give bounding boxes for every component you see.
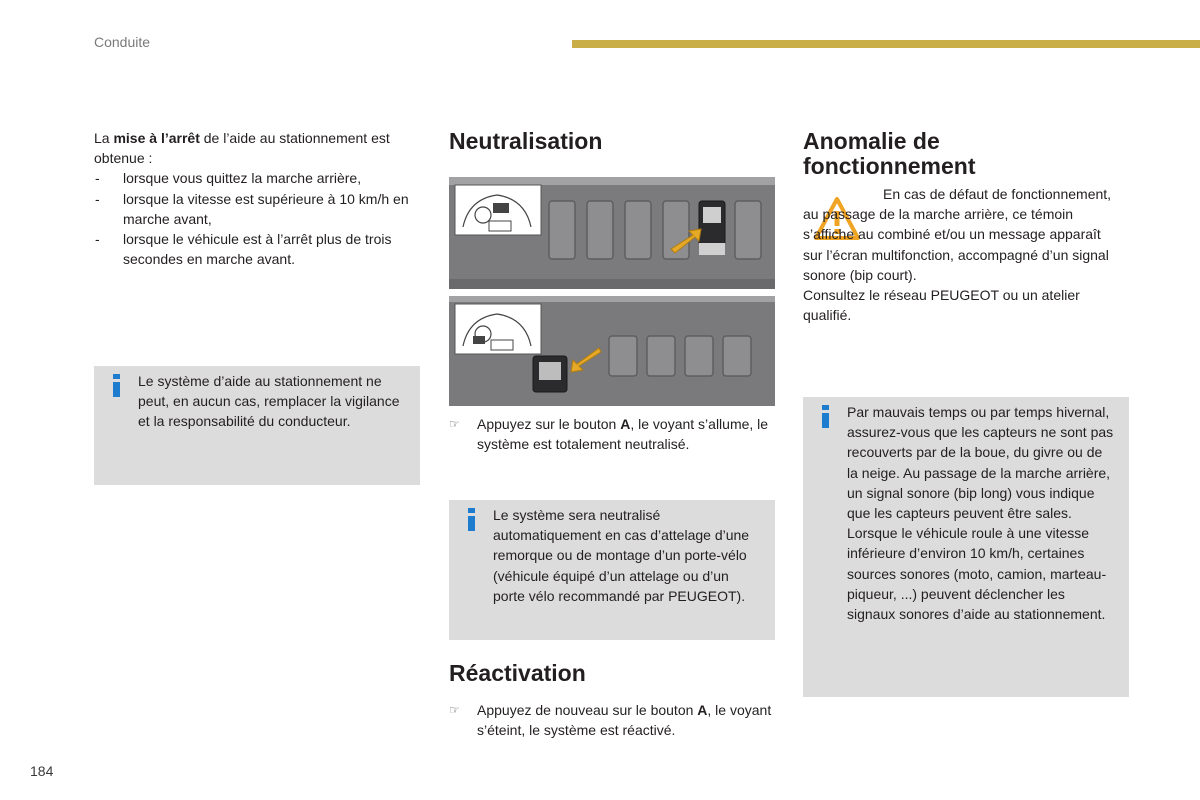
button-panel-illustration-top (449, 177, 775, 289)
info-box-responsibility (94, 366, 420, 485)
list-item: - lorsque la vitesse est supérieure à 10 km/h en marche avant, (95, 190, 409, 227)
consult-paragraph: Consultez le réseau PEUGEOT ou un atelier qualifié. (803, 287, 1080, 324)
dashboard-photo-bottom (449, 296, 775, 406)
step-prefix: Appuyez sur le bouton (477, 416, 621, 432)
page-number: 184 (30, 763, 54, 779)
list-item-text: lorsque le véhicule est à l’arrêt plus de trois secondes en marche avant. (123, 231, 392, 268)
intro-bold: mise à l’arrêt (113, 130, 200, 146)
info-box-text (847, 402, 1117, 624)
title-neutralisation: Neutralisation (449, 128, 603, 154)
column-left (94, 128, 424, 269)
list-item: - lorsque vous quittez la marche arrière, (95, 170, 362, 187)
intro-prefix: La (94, 130, 114, 146)
info-icon (467, 508, 477, 530)
intro-suffix: de l’aide au stationnement est obtenue : (94, 130, 390, 167)
column-middle-title (449, 124, 775, 164)
list-item-text: lorsque la vitesse est supérieure à 10 km/h en marche avant, (123, 190, 409, 227)
info-paragraph: Par mauvais temps ou par temps hivernal, assurez-vous que les capteurs ne sont pas recouverts par de la boue, du givre ou de la neige. Au passage de la marche arrière, un signal sonore (bip long) vous indique que les capteurs peuvent être sales. (847, 404, 1114, 522)
info-box-text: Le système d’aide au stationnement ne peut, en aucun cas, remplacer la vigilance et la responsabilité du conducteur. (138, 373, 400, 430)
column-right (803, 124, 1129, 179)
info-icon (112, 374, 122, 396)
header-accent-bar (572, 40, 1200, 48)
shutdown-conditions-list (94, 168, 424, 269)
list-item-text: lorsque vous quittez la marche arrière, (123, 170, 362, 187)
step-button-label: A (620, 416, 631, 432)
step-paragraph (449, 414, 775, 454)
hand-pointer-icon: ☞ (449, 417, 460, 431)
anomaly-text-block (803, 184, 1129, 325)
info-box-text: Le système sera neutralisé automatiquement en cas d’attelage d’une remorque ou de montage d’un porte-vélo (véhicule équipé d’un attelage ou d’un porte vélo recommandé par PEUGEOT). (493, 507, 750, 604)
reactivation-section (449, 661, 775, 740)
reactivation-step (449, 700, 775, 740)
info-icon (821, 405, 831, 427)
info-box-auto-neutralisation (449, 500, 775, 640)
list-item: - lorsque le véhicule est à l’arrêt plus de trois secondes en marche avant. (95, 231, 392, 268)
step-button-label: A (697, 702, 708, 718)
section-header: Conduite (94, 34, 151, 50)
step-suffix: , le voyant s’éteint, le système est réactivé. (477, 702, 772, 739)
anomaly-paragraph: En cas de défaut de fonctionnement, au passage de la marche arrière, ce témoin s’affiche au combiné et/ou un message apparaît sur l’écran multifonction, accompagné d’un signal sonore (bip court). (803, 186, 1112, 283)
neutralisation-step (449, 414, 775, 454)
info-box-weather (803, 397, 1129, 697)
button-panel-illustration-bottom (449, 296, 775, 406)
title-anomalie: Anomalie de fonctionnement (803, 128, 976, 179)
step-prefix: Appuyez de nouveau sur le bouton (477, 702, 698, 718)
info-paragraph: Lorsque le véhicule roule à une vitesse inférieure d’environ 10 km/h, certaines sources sonores (moto, camion, marteau-piqueur, ...) peuvent déclencher les signaux sonores d’aide au stationnement. (847, 525, 1107, 623)
title-reactivation: Réactivation (449, 660, 586, 686)
intro-paragraph (94, 128, 424, 168)
step-suffix: , le voyant s’allume, le système est totalement neutralisé. (477, 416, 769, 453)
dashboard-photo-top (449, 177, 775, 289)
hand-pointer-icon: ☞ (449, 703, 460, 717)
